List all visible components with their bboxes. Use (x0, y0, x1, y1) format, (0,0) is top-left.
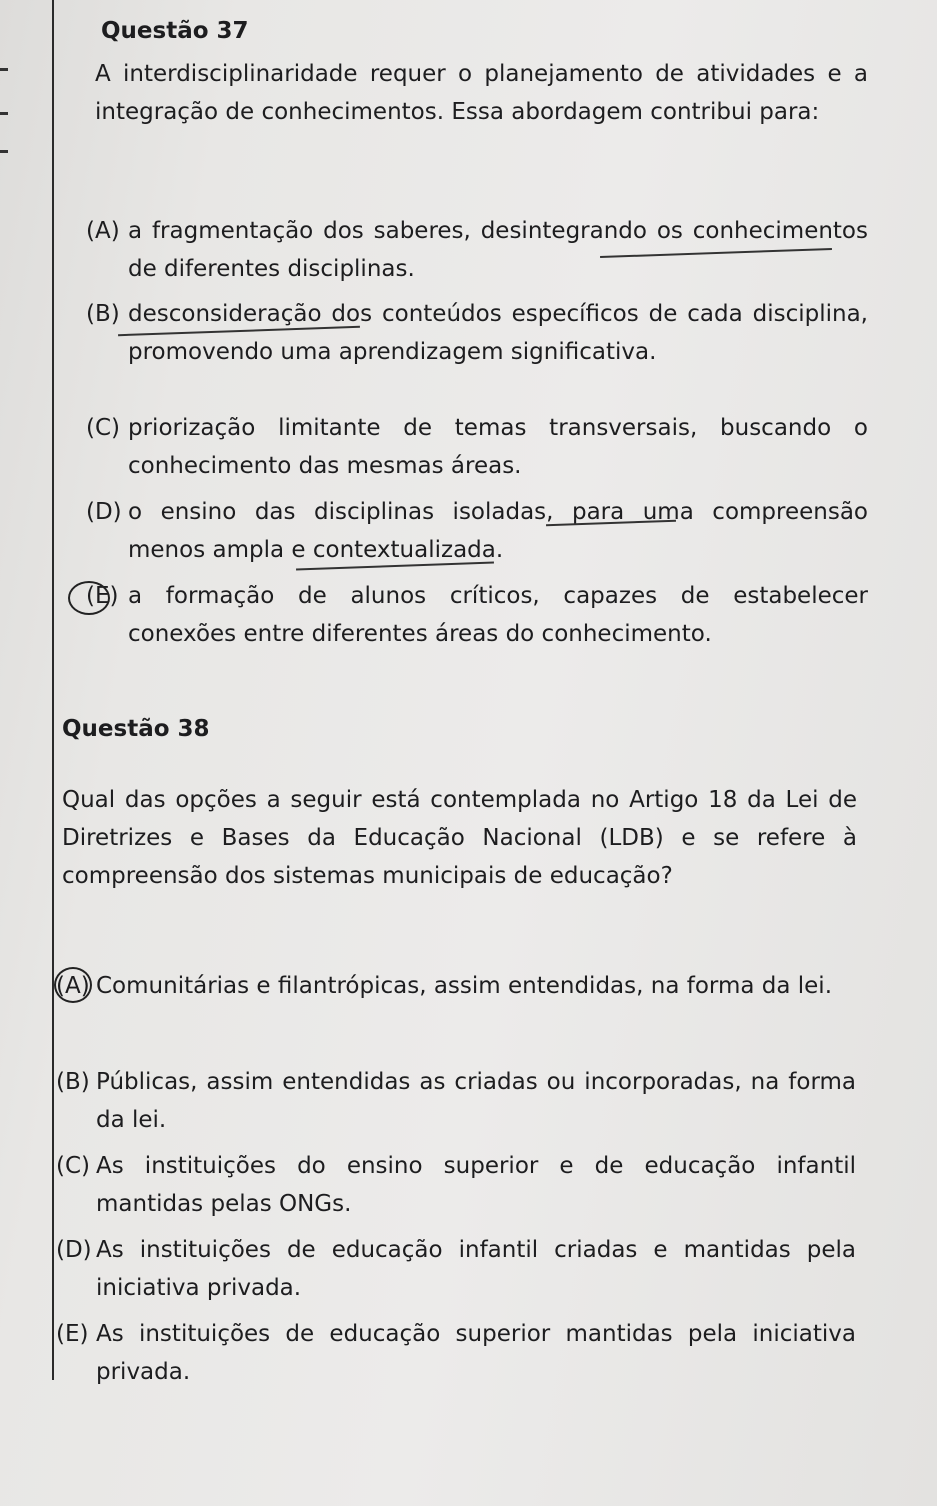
question-37 (101, 18, 871, 44)
option-text: o ensino das disciplinas isoladas, para uma compreensão menos ampla e contextualizada. (128, 499, 868, 563)
question-stem: Qual das opções a seguir está contemplada no Artigo 18 da Lei de Diretrizes e Bases da Educação Nacional (LDB) e se refere à compreensão dos sistemas municipais de educação? (62, 787, 857, 889)
option-text: Comunitárias e filantrópicas, assim entendidas, na forma da lei. (96, 973, 832, 999)
option-text: Públicas, assim entendidas as criadas ou incorporadas, na forma da lei. (96, 1069, 856, 1133)
question-37-stem (95, 55, 868, 131)
option-d[interactable] (56, 1231, 856, 1307)
option-letter: (B) (56, 1069, 90, 1095)
option-text: a fragmentação dos saberes, desintegrando os conhecimentos de diferentes disciplinas. (128, 218, 868, 282)
option-letter: (B) (86, 301, 120, 327)
option-b[interactable] (86, 295, 868, 409)
option-d[interactable] (86, 493, 868, 569)
option-c[interactable] (86, 409, 868, 485)
option-e[interactable] (56, 1315, 856, 1391)
option-letter: (C) (86, 415, 121, 441)
option-text: desconsideração dos conteúdos específicos de cada disciplina, promovendo uma aprendizagem significativa. (128, 301, 868, 365)
option-letter: (D) (86, 499, 122, 525)
question-title: Questão 37 (101, 18, 249, 44)
option-letter: (E) (86, 583, 119, 609)
question-stem: A interdisciplinaridade requer o planejamento de atividades e a integração de conhecimentos. Essa abordagem contribui para: (95, 61, 868, 125)
option-a[interactable] (56, 967, 856, 1043)
question-37-options (86, 212, 868, 653)
option-text: a formação de alunos críticos, capazes de estabelecer conexões entre diferentes áreas do conhecimento. (128, 583, 868, 647)
question-38-options (56, 967, 856, 1391)
option-letter: (A) (56, 973, 90, 999)
margin-line (52, 0, 54, 1380)
binder-mark (0, 150, 8, 153)
option-letter: (E) (56, 1321, 89, 1347)
option-text: As instituições do ensino superior e de educação infantil mantidas pelas ONGs. (96, 1153, 856, 1217)
binder-mark (0, 112, 8, 115)
question-title: Questão 38 (62, 716, 210, 742)
option-text: As instituições de educação superior mantidas pela iniciativa privada. (96, 1321, 856, 1385)
option-c[interactable] (56, 1147, 856, 1223)
option-b[interactable] (56, 1063, 856, 1139)
question-38-stem (62, 781, 857, 895)
option-letter: (C) (56, 1153, 91, 1179)
question-38 (62, 716, 862, 742)
option-e[interactable] (86, 577, 868, 653)
option-text: priorização limitante de temas transversais, buscando o conhecimento das mesmas áreas. (128, 415, 868, 479)
option-letter: (A) (86, 218, 120, 244)
answer-circle (54, 967, 92, 1003)
option-text: As instituições de educação infantil criadas e mantidas pela iniciativa privada. (96, 1237, 856, 1301)
binder-mark (0, 68, 8, 71)
option-letter: (D) (56, 1237, 92, 1263)
answer-circle (68, 581, 110, 615)
